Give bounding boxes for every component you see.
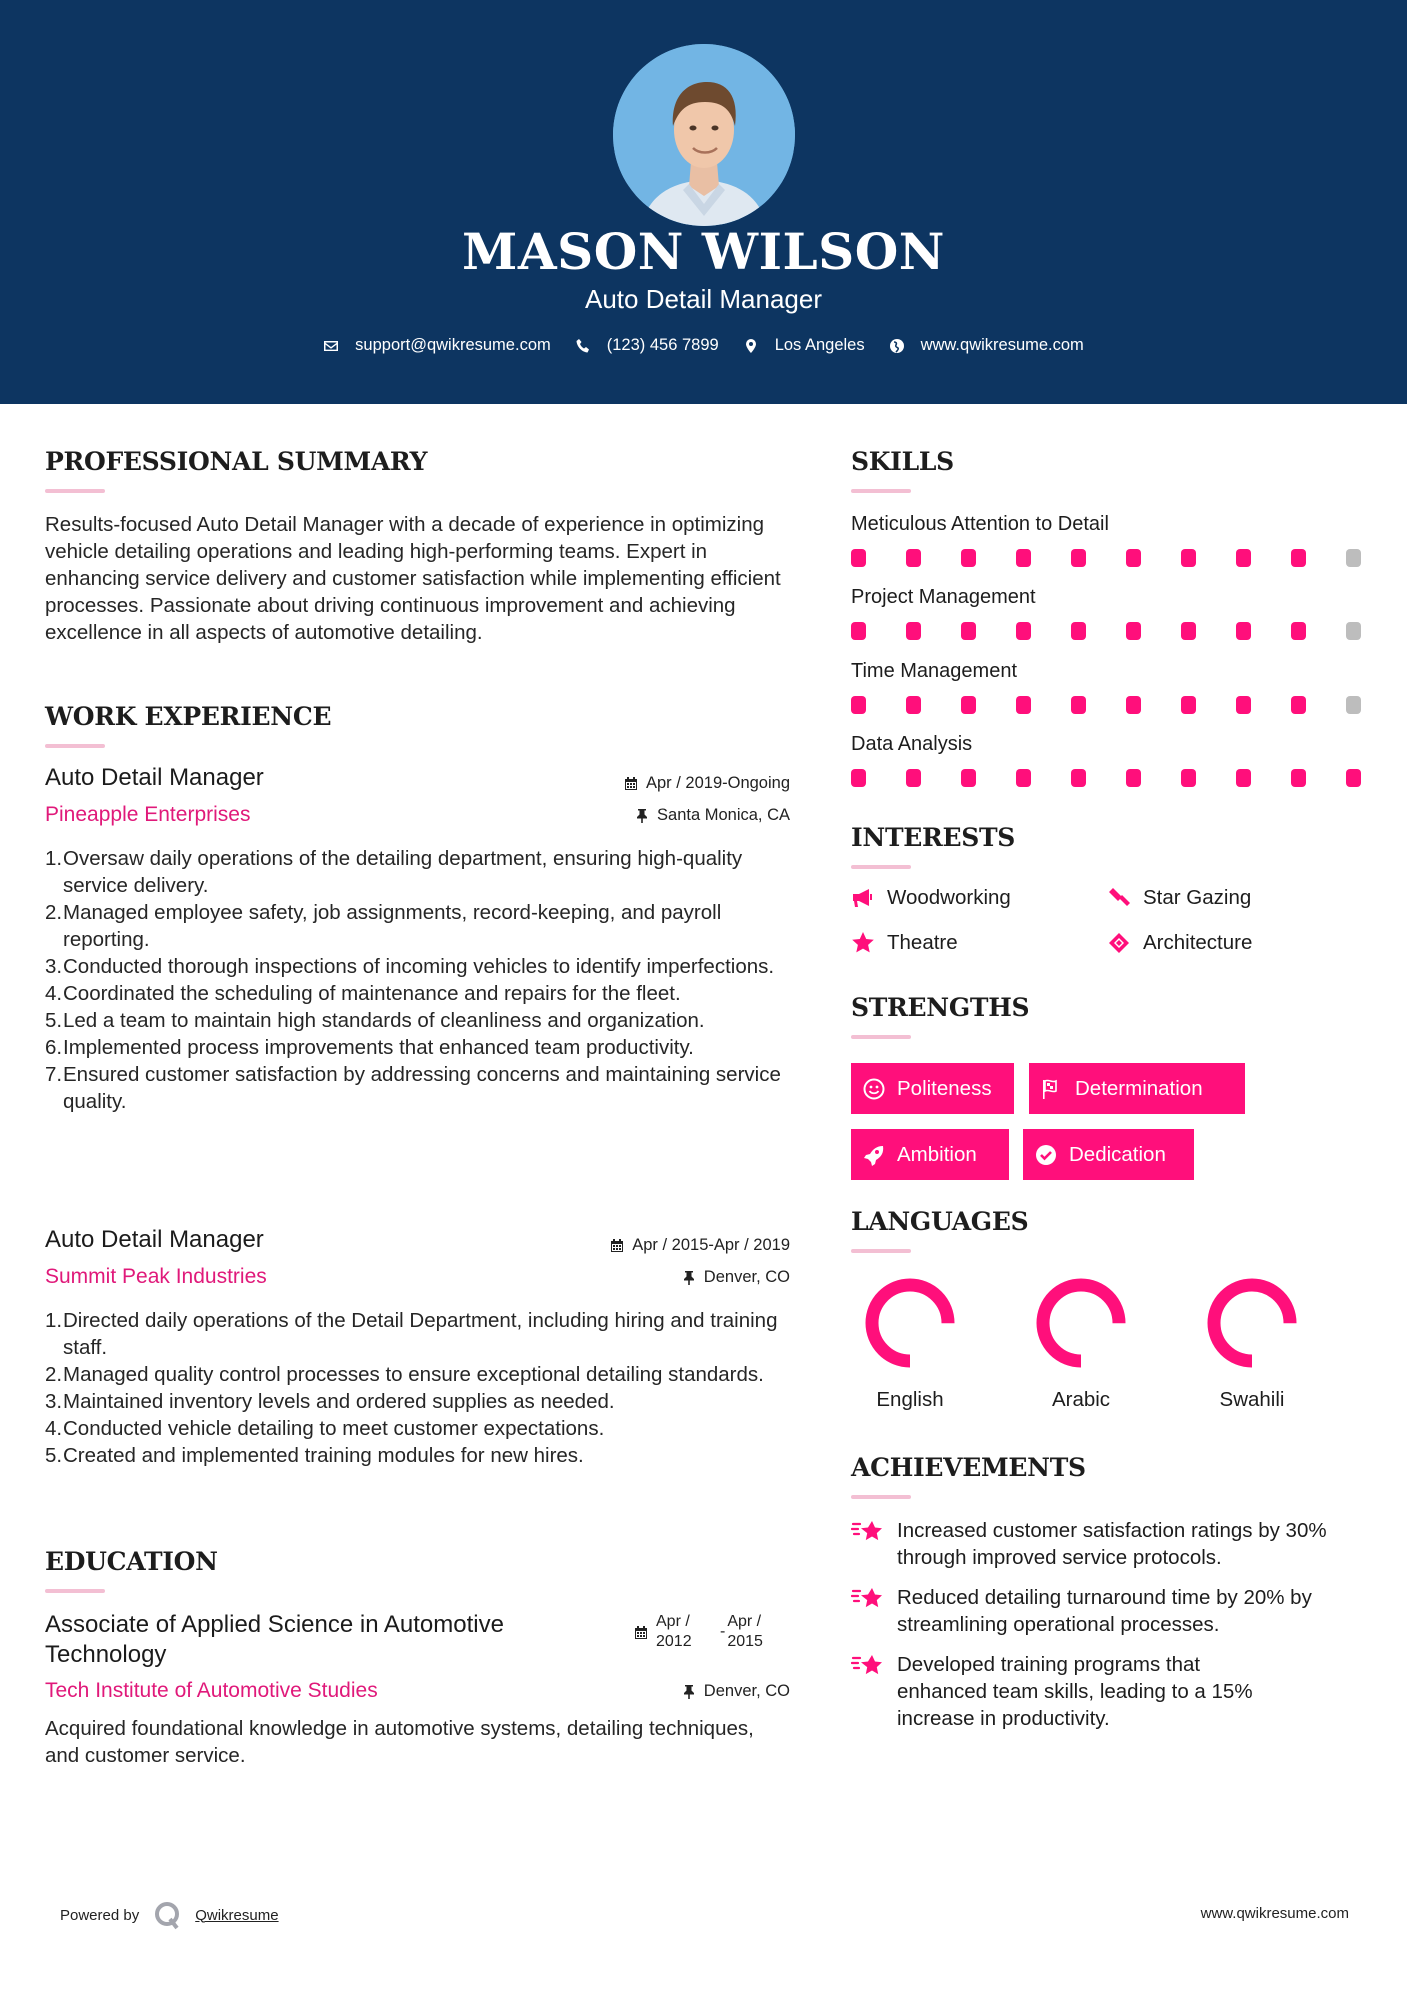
check-circle-icon [1035, 1144, 1057, 1166]
rating-dot-filled [906, 622, 921, 640]
shooting-star-icon [851, 1651, 885, 1679]
job-title: Auto Detail Manager [45, 1226, 264, 1253]
education-location: Denver, CO [500, 1682, 790, 1701]
rating-dot-filled [1291, 769, 1306, 787]
section-title-achievements: ACHIEVEMENTS [851, 1453, 1086, 1482]
skill-rating [851, 549, 1361, 567]
list-item: 6. Implemented process improvements that enhanced team productivity. [45, 1036, 694, 1059]
section-underline [851, 865, 911, 869]
rating-dot-filled [906, 549, 921, 567]
rating-dot-filled [1346, 769, 1361, 787]
rating-dot-filled [1126, 769, 1141, 787]
rating-dot-empty [1346, 696, 1361, 714]
website-text: www.qwikresume.com [920, 336, 1084, 354]
candidate-name: MASON WILSON [462, 222, 945, 281]
rating-dot-filled [851, 549, 866, 567]
section-title-skills: SKILLS [851, 447, 954, 476]
job-title: Auto Detail Manager [45, 764, 264, 791]
rating-dot-filled [1236, 549, 1251, 567]
section-title-languages: LANGUAGES [851, 1207, 1029, 1236]
interest-item: Woodworking [851, 886, 1011, 910]
skill-label: Time Management [851, 660, 1017, 682]
interest-item: Star Gazing [1107, 886, 1251, 910]
rating-dot-filled [1181, 769, 1196, 787]
rating-dot-filled [1126, 622, 1141, 640]
pushpin-icon [682, 1684, 696, 1699]
rating-dot-filled [851, 696, 866, 714]
contact-website[interactable] [889, 336, 1084, 355]
qwikresume-link[interactable]: Qwikresume [195, 1906, 279, 1924]
shooting-star-icon [851, 1517, 885, 1545]
rating-dot-filled [1236, 769, 1251, 787]
section-title-strengths: STRENGTHS [851, 993, 1030, 1022]
rating-dot-filled [1236, 622, 1251, 640]
education-end: Apr / 2015 [727, 1613, 763, 1650]
language-item: Arabic [1016, 1276, 1146, 1412]
strength-chip: Determination [1029, 1063, 1245, 1114]
shooting-star-icon [851, 1584, 885, 1612]
section-title-education: EDUCATION [45, 1547, 218, 1576]
interest-item: Architecture [1107, 931, 1252, 955]
date-separator: - [720, 1623, 726, 1640]
flag-icon [1041, 1078, 1063, 1100]
achievement-item: Reduced detailing turnaround time by 20% by streamlining operational processes. [851, 1584, 1371, 1638]
rating-dot-filled [1016, 549, 1031, 567]
contact-bar [0, 336, 1407, 355]
language-progress-ring [1034, 1276, 1128, 1370]
achievement-item: Developed training programs that enhanced team skills, leading to a 15% increase in productivity. [851, 1651, 1291, 1732]
degree-title: Associate of Applied Science in Automotive Technology [45, 1611, 504, 1668]
rating-dot-filled [1071, 549, 1086, 567]
rating-dot-filled [1236, 696, 1251, 714]
rating-dot-filled [1071, 622, 1086, 640]
section-underline [45, 744, 105, 748]
company-name: Summit Peak Industries [45, 1265, 267, 1288]
skill-label: Data Analysis [851, 733, 973, 755]
section-title-interests: INTERESTS [851, 823, 1016, 852]
section-title-summary: PROFESSIONAL SUMMARY [45, 447, 428, 476]
rating-dot-filled [961, 622, 976, 640]
skill-rating [851, 696, 1361, 714]
globe-icon [889, 338, 905, 354]
list-item: 3. Maintained inventory levels and ordered supplies as needed. [45, 1390, 615, 1413]
rating-dot-filled [906, 769, 921, 787]
list-item: 2. Managed quality control processes to ensure exceptional detailing standards. [45, 1363, 764, 1386]
skill-label: Project Management [851, 586, 1036, 608]
rating-dot-filled [1071, 696, 1086, 714]
calendar-icon [610, 1238, 624, 1253]
strength-chip: Politeness [851, 1063, 1014, 1114]
list-item: 4. Coordinated the scheduling of maintenance and repairs for the fleet. [45, 982, 681, 1005]
strength-chip: Ambition [851, 1129, 1009, 1180]
section-underline [851, 1035, 911, 1039]
rating-dot-filled [1181, 549, 1196, 567]
rating-dot-filled [851, 622, 866, 640]
section-title-experience: WORK EXPERIENCE [45, 702, 332, 731]
bullhorn-icon [851, 887, 875, 909]
resume-header [0, 0, 1407, 404]
calendar-icon [624, 776, 638, 791]
rating-dot-filled [961, 549, 976, 567]
rating-dot-empty [1346, 622, 1361, 640]
education-description: Acquired foundational knowledge in automotive systems, detailing techniques, and customer service. [45, 1717, 754, 1767]
section-underline [851, 489, 911, 493]
rating-dot-filled [1291, 696, 1306, 714]
pushpin-icon [682, 1270, 696, 1285]
list-item: 2. Managed employee safety, job assignments, record-keeping, and payroll reporting. [45, 901, 722, 951]
rating-dot-filled [1126, 696, 1141, 714]
rating-dot-filled [961, 696, 976, 714]
skill-rating [851, 769, 1361, 787]
skill-label: Meticulous Attention to Detail [851, 513, 1109, 535]
education-start: Apr / 2012 [656, 1613, 692, 1650]
rating-dot-filled [1291, 622, 1306, 640]
phone-icon [575, 338, 591, 354]
list-item: 5. Led a team to maintain high standards of cleanliness and organization. [45, 1009, 705, 1032]
rating-dot-filled [851, 769, 866, 787]
list-item: 7. Ensured customer satisfaction by addressing concerns and maintaining service quality. [45, 1063, 781, 1113]
language-progress-ring [863, 1276, 957, 1370]
gavel-icon [1107, 887, 1131, 909]
pushpin-icon [635, 808, 649, 823]
rating-dot-empty [1346, 549, 1361, 567]
rating-dot-filled [1016, 622, 1031, 640]
footer-website[interactable]: www.qwikresume.com [1200, 1905, 1349, 1922]
rating-dot-filled [906, 696, 921, 714]
rocket-icon [863, 1144, 885, 1166]
section-underline [45, 489, 105, 493]
rating-dot-filled [961, 769, 976, 787]
strength-chip: Dedication [1023, 1129, 1194, 1180]
list-item: 3. Conducted thorough inspections of incoming vehicles to identify imperfections. [45, 955, 775, 978]
calendar-icon [634, 1625, 648, 1640]
rating-dot-filled [1291, 549, 1306, 567]
profile-photo [613, 44, 795, 226]
job-duties-list [45, 1307, 795, 1469]
envelope-icon [323, 338, 339, 354]
company-name: Pineapple Enterprises [45, 803, 251, 826]
qwikresume-logo-icon [153, 1900, 183, 1930]
contact-phone[interactable] [575, 336, 719, 355]
contact-location [743, 336, 865, 355]
star-icon [851, 932, 875, 954]
rating-dot-filled [1071, 769, 1086, 787]
achievement-item: Increased customer satisfaction ratings by 30% through improved service protocols. [851, 1517, 1371, 1571]
rating-dot-filled [1016, 769, 1031, 787]
email-text: support@qwikresume.com [355, 336, 551, 354]
candidate-title: Auto Detail Manager [584, 284, 823, 314]
education-dates [634, 1612, 781, 1652]
map-marker-icon [743, 338, 759, 354]
summary-text: Results-focused Auto Detail Manager with a decade of experience in optimizing vehicle detailing operations and leading high-performing teams. Expert in enhancing service delivery and customer satisfaction while implementing efficient processes. Passionate about driving continuous improvement and achieving excellence in all aspects of automotive detailing. [45, 513, 781, 644]
language-item: English [845, 1276, 975, 1412]
section-underline [851, 1495, 911, 1499]
job-location: Denver, CO [500, 1268, 790, 1287]
language-item: Swahili [1187, 1276, 1317, 1412]
rating-dot-filled [1016, 696, 1031, 714]
rating-dot-filled [1181, 696, 1196, 714]
job-duties-list [45, 845, 795, 1115]
job-location: Santa Monica, CA [500, 806, 790, 825]
location-text: Los Angeles [774, 336, 865, 354]
contact-email[interactable] [323, 336, 551, 355]
interest-item: Theatre [851, 931, 958, 955]
school-name: Tech Institute of Automotive Studies [45, 1679, 378, 1702]
list-item: 1. Oversaw daily operations of the detailing department, ensuring high-quality service delivery. [45, 847, 743, 897]
language-progress-ring [1205, 1276, 1299, 1370]
list-item: 5. Created and implemented training modules for new hires. [45, 1444, 584, 1467]
footer-powered-by: Powered by Qwikresume [60, 1900, 279, 1930]
ticket-icon [1107, 932, 1131, 954]
smile-icon [863, 1078, 885, 1100]
section-underline [45, 1589, 105, 1593]
section-underline [851, 1249, 911, 1253]
job-dates: Apr / 2019-Ongoing [500, 774, 790, 793]
list-item: 1. Directed daily operations of the Detail Department, including hiring and training staff. [45, 1309, 778, 1359]
job-dates: Apr / 2015-Apr / 2019 [500, 1236, 790, 1255]
rating-dot-filled [1126, 549, 1141, 567]
list-item: 4. Conducted vehicle detailing to meet customer expectations. [45, 1417, 605, 1440]
phone-text: (123) 456 7899 [606, 336, 719, 354]
rating-dot-filled [1181, 622, 1196, 640]
skill-rating [851, 622, 1361, 640]
